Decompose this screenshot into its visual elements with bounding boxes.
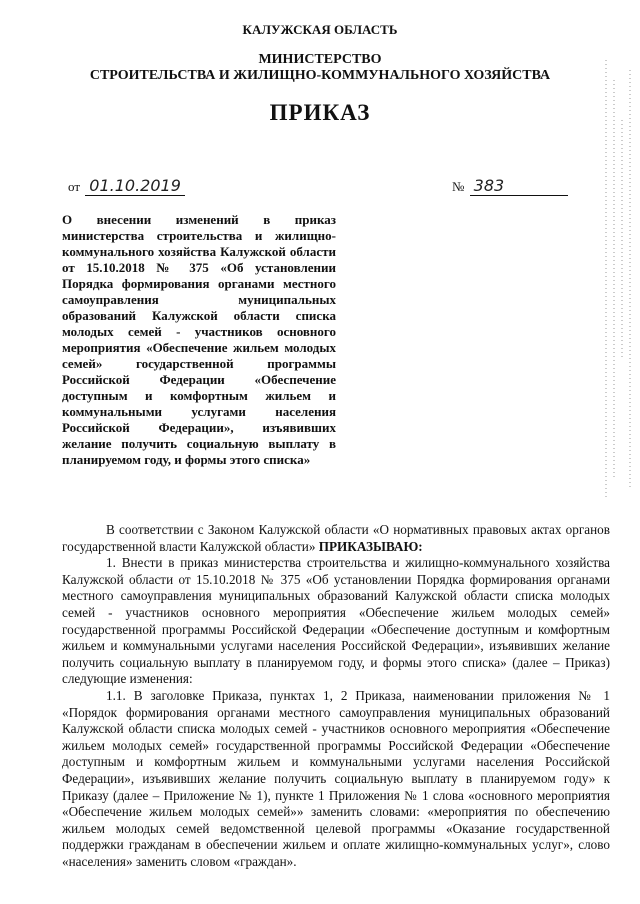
preamble-paragraph [62,522,610,555]
order-date [68,176,185,196]
item-1-1-paragraph: 1.1. В заголовке Приказа, пунктах 1, 2 Приказа, наименовании приложения № 1 «Порядок формирования органами местного самоуправления муниципальных образований Калужской области списка молодых семей - участников основного мероприятия «Обеспечение жильем молодых семей» государственной программы Российской Федерации «Обеспечение доступным и комфортным жильем и коммунальными услугами населения Российской Федерации», изъявивших желание получить социальную выплату в планируемом году» к Приказу (далее – Приложение № 1), пункте 1 Приложения № 1 слова «основного мероприятия «Обеспечение жильем молодых семей»» заменить словами: «мероприятия по обеспечению жильем молодых семей ведомственной целевой программы «Оказание государственной поддержки гражданам в обеспечении жильем и оплате жилищно-коммунальных услуг», слово «населения» заменить словом «граждан». [62,687,610,869]
order-subject: О внесении изменений в приказ министерства строительства и жилищно-коммунального хозяйства Калужской области от 15.10.2018 № 375 «Об установлении Порядка формирования органами местного самоуправления муниципальных образований Калужской области списка молодых семей - участников основного мероприятия «Обеспечение жильем молодых семей» государственной программы Российской Федерации «Обеспечение доступным и комфортным жильем и коммунальными услугами населения Российской Федерации», изъявивших желание получить социальную выплату в планируемом году, и формы этого списка» [62,212,336,467]
date-prefix: от [68,179,81,194]
region-title: КАЛУЖСКАЯ ОБЛАСТЬ [242,22,398,37]
preamble-text: В соответствии с Законом Калужской области «О нормативных правовых актах органов государственной власти Калужской области» [62,522,610,554]
order-body [62,522,610,870]
item-1-paragraph: 1. Внести в приказ министерства строительства и жилищно-коммунального хозяйства Калужской области от 15.10.2018 № 375 «Об установлении Порядка формирования органами местного самоуправления муниципальных образований Калужской области списка молодых семей - участников основного мероприятия «Обеспечение жильем молодых семей» государственной программы Российской Федерации «Обеспечение доступным и комфортным жильем и коммунальными услугами населения Российской Федерации», изъявивших желание получить социальную выплату в планируемом году, и формы этого списка» (далее – Приказ) следующие изменения: [62,555,610,687]
ministry-title-line1: МИНИСТЕРСТВО [258,52,382,67]
decree-word: ПРИКАЗЫВАЮ: [318,538,423,554]
order-number [452,176,568,196]
document-type-title: ПРИКАЗ [269,100,371,125]
ministry-title-line2: СТРОИТЕЛЬСТВА И ЖИЛИЩНО-КОММУНАЛЬНОГО ХОЗЯЙСТВА [89,68,551,83]
handwritten-number: 383 [470,176,568,196]
number-prefix: № [452,179,465,194]
handwritten-date: 01.10.2019 [85,176,185,196]
scan-edge-marks [600,60,640,500]
